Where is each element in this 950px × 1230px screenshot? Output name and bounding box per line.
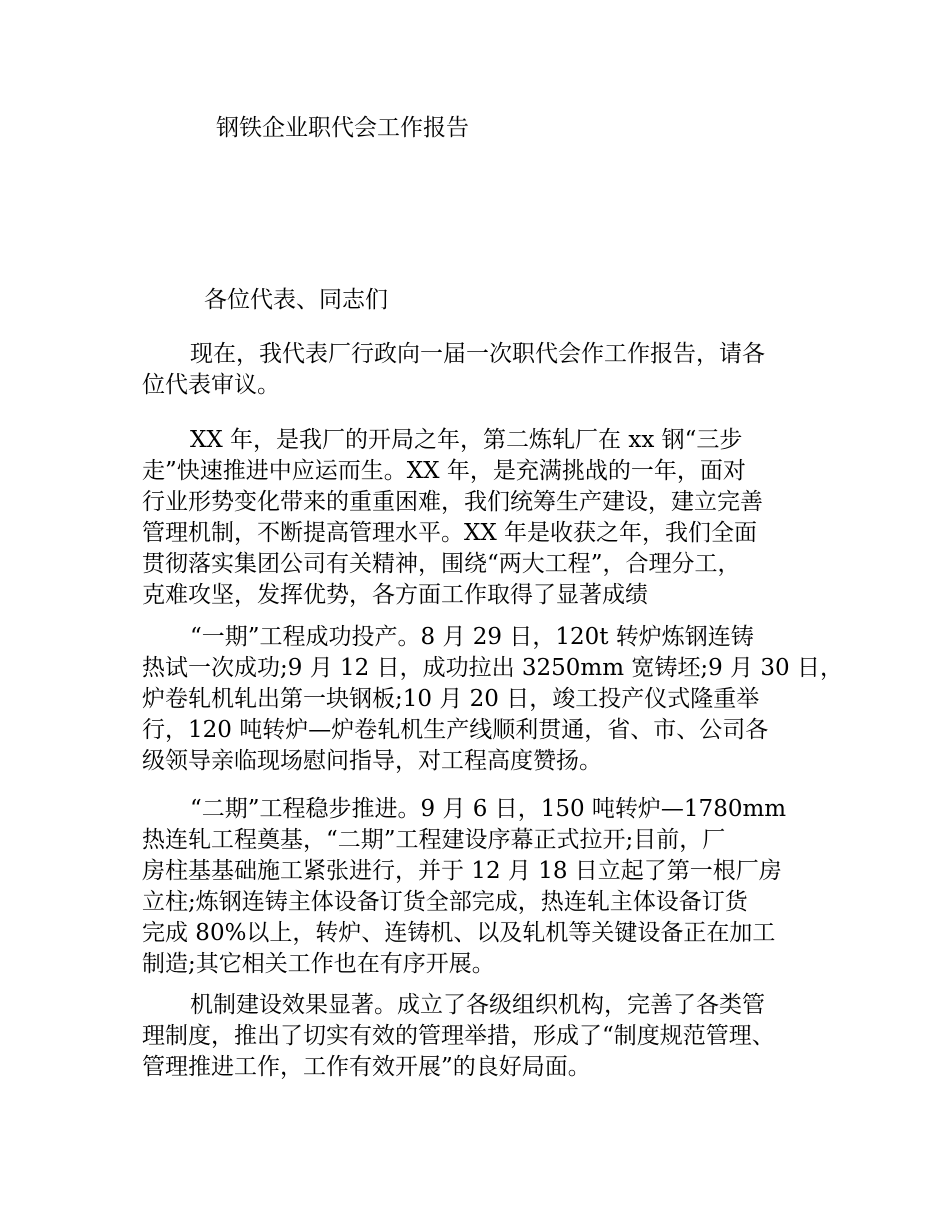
- paragraph-phase-one: [142, 622, 843, 777]
- paragraph-line: 立柱;炼钢连铸主体设备订货全部完成，热连轧主体设备订货: [142, 889, 748, 915]
- paragraph-line: 管理推进工作，工作有效开展”的良好局面。: [142, 1054, 591, 1080]
- paragraph-line: 级领导亲临现场慰问指导，对工程高度赞扬。: [142, 748, 602, 774]
- paragraph-mechanism: [142, 990, 832, 1083]
- paragraph-line: “一期”工程成功投产。8 月 29 日，120t 转炉炼钢连铸: [190, 624, 754, 650]
- paragraph-line: 行，120 吨转炉—炉卷轧机生产线顺利贯通，省、市、公司各: [142, 717, 769, 743]
- paragraph-line: 理制度，推出了切实有效的管理举措，形成了“制度规范管理、: [142, 1023, 775, 1049]
- paragraph-line: XX 年，是我厂的开局之年，第二炼轧厂在 xx 钢“三步: [190, 427, 743, 453]
- paragraph-line: 贯彻落实集团公司有关精神，围绕“两大工程”，合理分工，: [142, 551, 741, 577]
- paragraph-line: 完成 80%以上，转炉、连铸机、以及轧机等关键设备正在加工: [142, 920, 776, 946]
- document-title: 钢铁企业职代会工作报告: [216, 115, 469, 141]
- paragraph-line: 管理机制，不断提高管理水平。XX 年是收获之年，我们全面: [142, 520, 758, 546]
- salutation: 各位代表、同志们: [204, 287, 388, 313]
- paragraph-line: 位代表审议。: [142, 372, 280, 398]
- paragraph-line: 现在，我代表厂行政向一届一次职代会作工作报告，请各: [190, 341, 765, 367]
- paragraph-line: 热连轧工程奠基，“二期”工程建设序幕正式拉开;目前，厂: [142, 827, 726, 853]
- paragraph-line: 走”快速推进中应运而生。XX 年，是充满挑战的一年，面对: [142, 458, 746, 484]
- paragraph-line: 制造;其它相关工作也在有序开展。: [142, 951, 495, 977]
- paragraph-intro: [142, 339, 832, 401]
- paragraph-phase-two: [142, 794, 832, 980]
- paragraph-line: 行业形势变化带来的重重困难，我们统筹生产建设，建立完善: [142, 489, 763, 515]
- paragraph-line: 机制建设效果显著。成立了各级组织机构，完善了各类管: [190, 992, 765, 1018]
- paragraph-line: 房柱基基础施工紧张进行，并于 12 月 18 日立起了第一根厂房: [142, 858, 782, 884]
- paragraph-line: 克难攻坚，发挥优势，各方面工作取得了显著成绩: [142, 582, 648, 608]
- paragraph-line: “二期”工程稳步推进。9 月 6 日，150 吨转炉—1780mm: [190, 796, 787, 822]
- paragraph-year-overview: [142, 425, 832, 611]
- paragraph-line: 炉卷轧机轧出第一块钢板;10 月 20 日，竣工投产仪式隆重举: [142, 686, 760, 712]
- paragraph-line: 热试一次成功;9 月 12 日，成功拉出 3250mm 宽铸坯;9 月 30 日，: [142, 655, 843, 681]
